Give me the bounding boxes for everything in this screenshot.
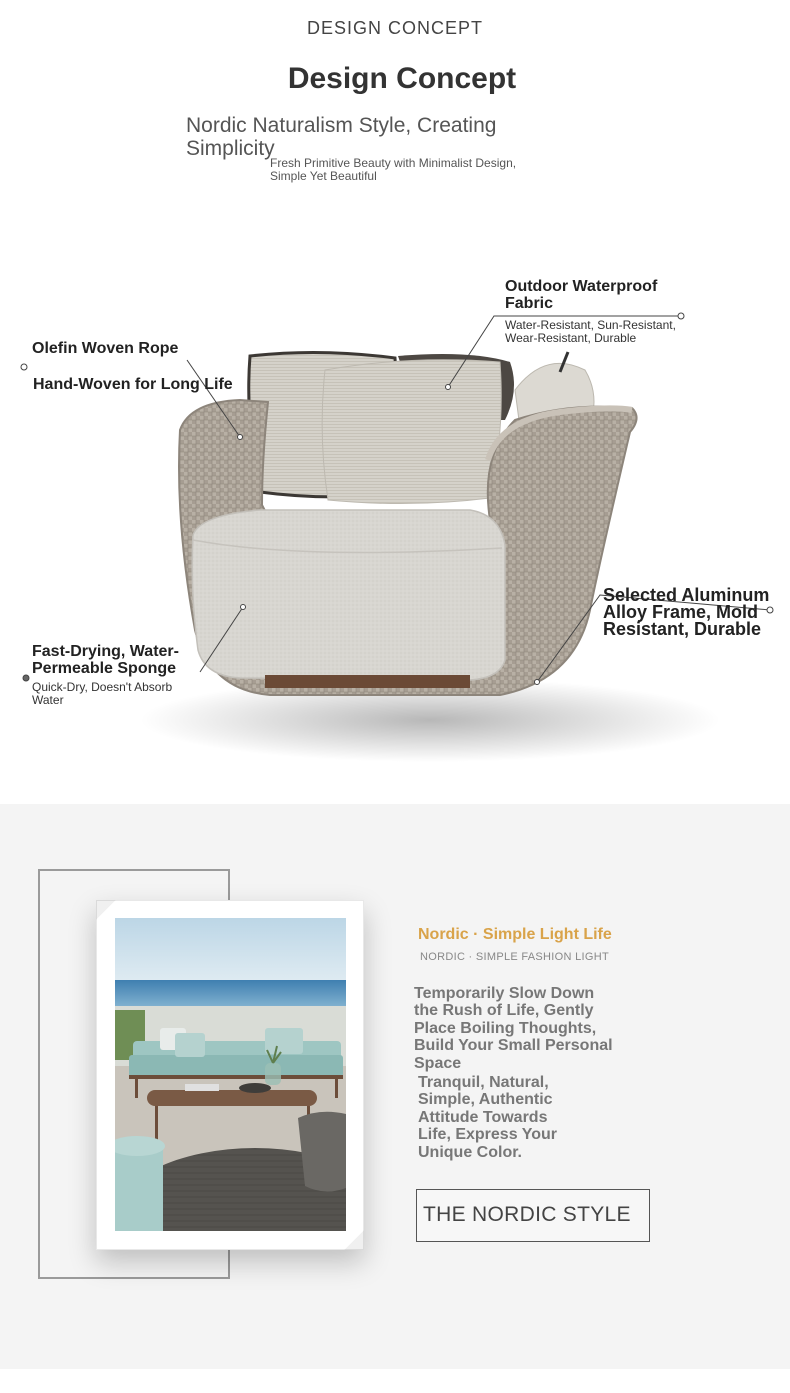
patio-scene-illustration	[115, 918, 346, 1231]
patio-scene-image	[115, 918, 346, 1231]
nordic-style-label: THE NORDIC STYLE	[423, 1203, 631, 1226]
wooden-base	[265, 675, 470, 688]
seat-cushion	[192, 510, 505, 680]
lifestyle-subheading: NORDIC · SIMPLE FASHION LIGHT	[420, 951, 610, 963]
sponge-callout-subtitle: Quick-Dry, Doesn't Absorb Water	[32, 680, 173, 707]
lifestyle-paragraph-2: Tranquil, Natural, Simple, Authentic Attitude Towards Life, Express Your Unique Color.	[418, 1074, 558, 1161]
rope-callout-subtitle: Hand-Woven for Long Life	[33, 376, 233, 393]
subtitle: Nordic Naturalism Style, Creating Simplicity	[186, 114, 497, 160]
frame-callout-title: Selected Aluminum Alloy Frame, Mold Resistant, Durable	[603, 585, 770, 639]
section-label: DESIGN CONCEPT	[306, 18, 484, 38]
fabric-callout-title: Outdoor Waterproof Fabric	[505, 278, 658, 312]
lifestyle-paragraph-1: Temporarily Slow Down the Rush of Life, Gently Place Boiling Thoughts, Build Your Small Personal Space	[414, 985, 613, 1072]
nordic-style-box	[416, 1189, 650, 1242]
page-title: Design Concept	[287, 62, 517, 95]
sponge-callout-title: Fast-Drying, Water-Permeable Sponge	[32, 643, 179, 677]
lifestyle-heading: Nordic · Simple Light Life	[418, 926, 612, 943]
tagline: Fresh Primitive Beauty with Minimalist Design, Simple Yet Beautiful	[270, 156, 517, 183]
fabric-callout-subtitle: Water-Resistant, Sun-Resistant, Wear-Resistant, Durable	[505, 318, 676, 345]
bottom-strip	[0, 1369, 790, 1393]
framed-photo	[96, 900, 364, 1250]
lifestyle-section	[0, 804, 790, 1369]
rope-callout-title: Olefin Woven Rope	[32, 340, 179, 357]
